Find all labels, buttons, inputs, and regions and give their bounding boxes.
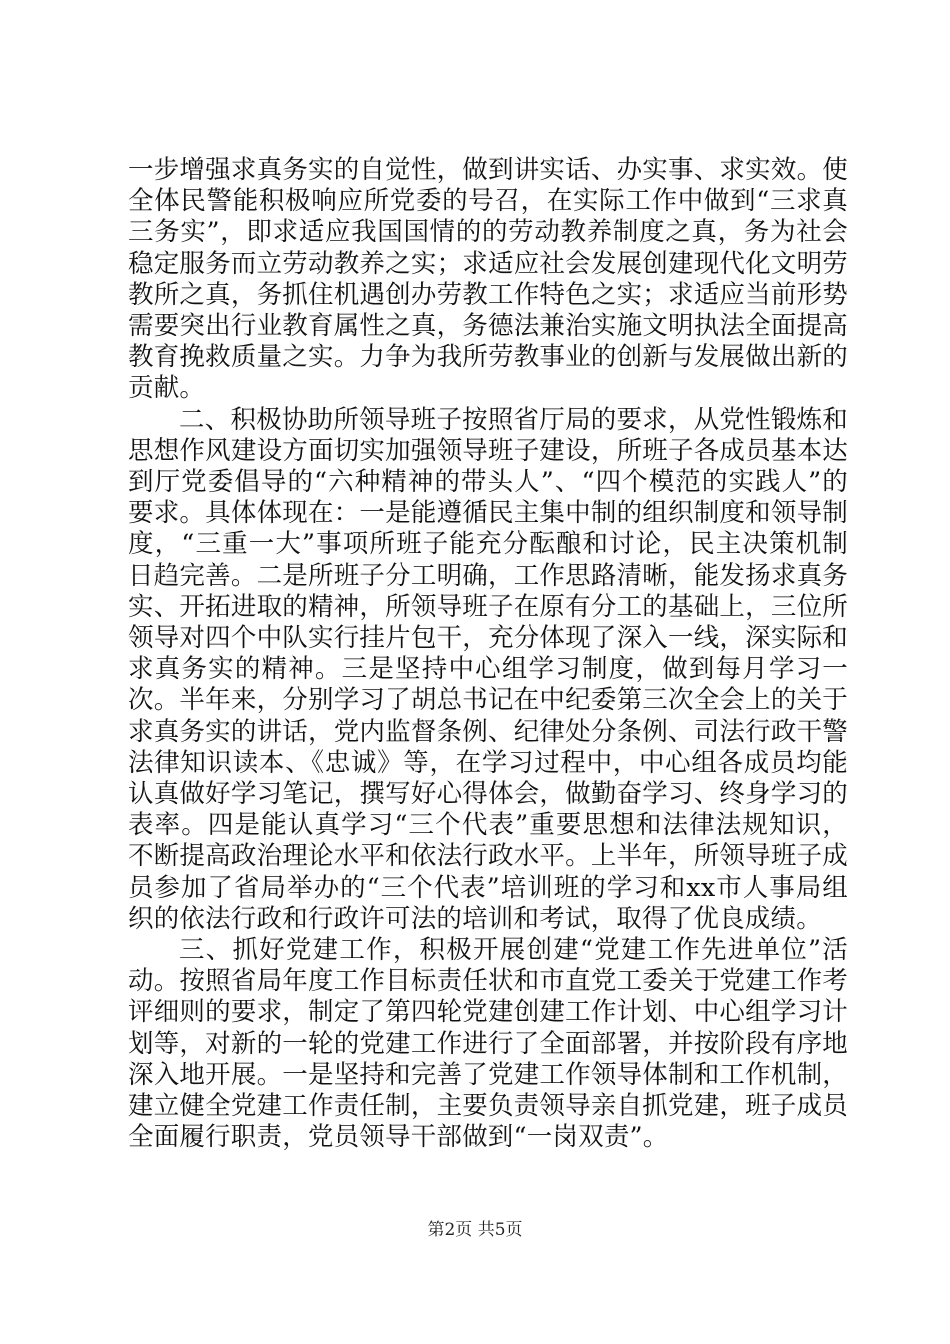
page-footer: 第2页 共5页 [427,1220,523,1240]
document-body [128,155,848,1154]
paragraph-continuation: 一步增强求真务实的自觉性，做到讲实话、办实事、求实效。使全体民警能积极响应所党委的号召，在实际工作中做到“三求真三务实”，即求适应我国国情的的劳动教养制度之真，务为社会稳定服务而立劳动教养之实；求适应社会发展创建现代化文明劳教所之真，务抓住机遇创办劳教工作特色之实；求适应当前形势需要突出行业教育属性之真，务德法兼治实施文明执法全面提高教育挽救质量之实。力争为我所劳教事业的创新与发展做出新的贡献。 [128,155,848,404]
paragraph-section-three: 三、抓好党建工作，积极开展创建“党建工作先进单位”活动。按照省局年度工作目标责任状和市直党工委关于党建工作考评细则的要求，制定了第四轮党建创建工作计划、中心组学习计划等，对新的一轮的党建工作进行了全面部署，并按阶段有序地深入地开展。一是坚持和完善了党建工作领导体制和工作机制，建立健全党建工作责任制，主要负责领导亲自抓党建，班子成员全面履行职责，党员领导干部做到“一岗双责”。 [128,935,848,1153]
paragraph-section-two: 二、积极协助所领导班子按照省厅局的要求，从党性锻炼和思想作风建设方面切实加强领导班子建设，所班子各成员基本达到厅党委倡导的“六种精神的带头人”、“四个模范的实践人”的要求。具体体现在：一是能遵循民主集中制的组织制度和领导制度，“三重一大”事项所班子能充分酝酿和讨论，民主决策机制日趋完善。二是所班子分工明确，工作思路清晰，能发扬求真务实、开拓进取的精神，所领导班子在原有分工的基础上，三位所领导对四个中队实行挂片包干，充分体现了深入一线，深实际和求真务实的精神。三是坚持中心组学习制度，做到每月学习一次。半年来，分别学习了胡总书记在中纪委第三次全会上的关于求真务实的讲话，党内监督条例、纪律处分条例、司法行政干警法律知识读本、《忠诚》等，在学习过程中，中心组各成员均能认真做好学习笔记，撰写好心得体会，做勤奋学习、终身学习的表率。四是能认真学习“三个代表”重要思想和法律法规知识，不断提高政治理论水平和依法行政水平。上半年，所领导班子成员参加了省局举办的“三个代表”培训班的学习和xx市人事局组织的依法行政和行政许可法的培训和考试，取得了优良成绩。 [128,404,848,934]
